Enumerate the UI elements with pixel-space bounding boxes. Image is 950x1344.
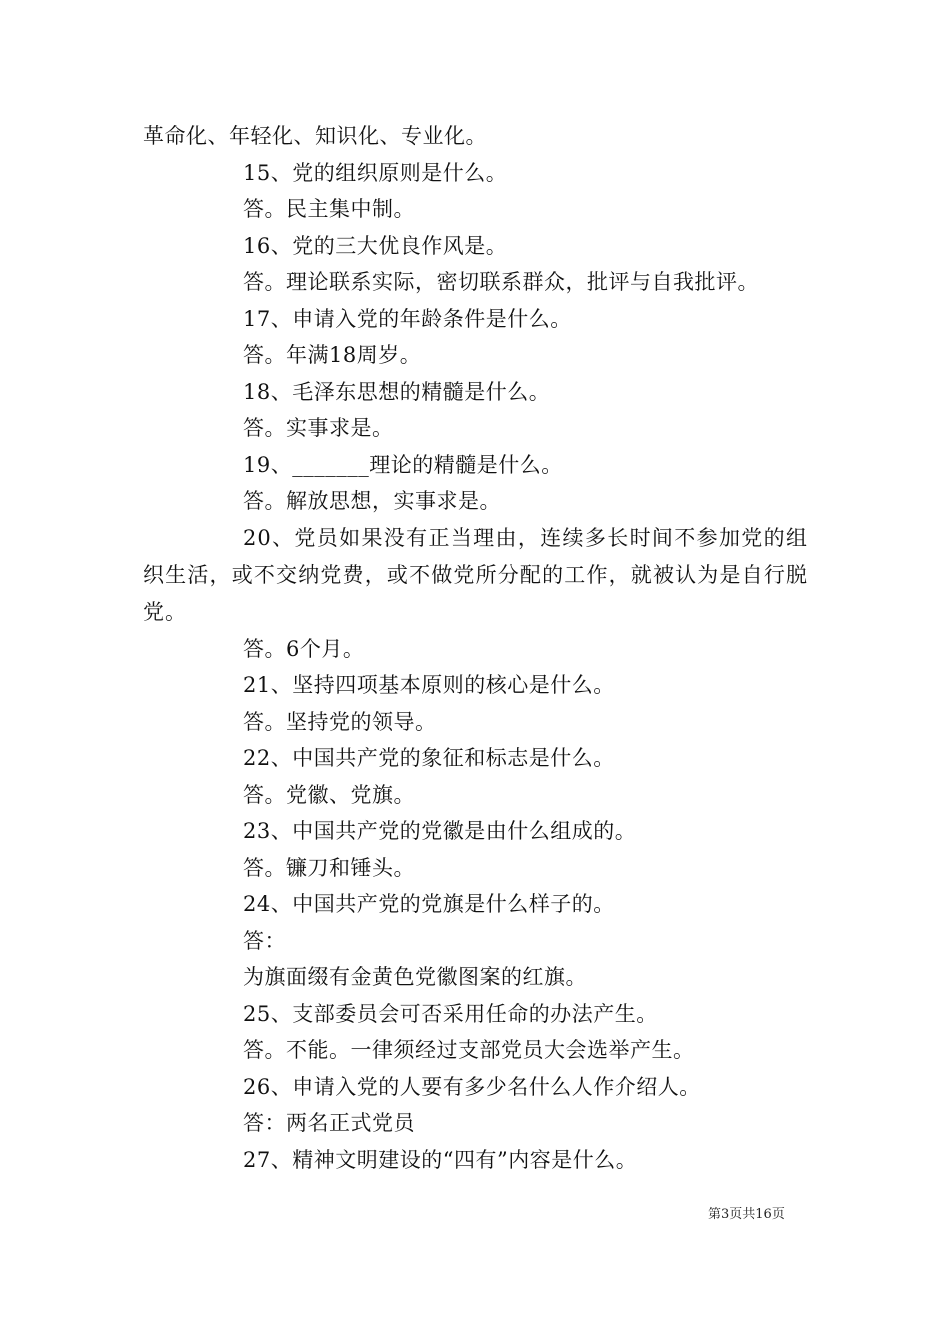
question-22: 22、中国共产党的象征和标志是什么。 [243, 746, 615, 770]
answer-25: 答。不能。一律须经过支部党员大会选举产生。 [243, 1038, 695, 1062]
answer-21: 答。坚持党的领导。 [243, 709, 437, 734]
answer-17: 答。年满18周岁。 [243, 343, 422, 367]
question-15: 15、党的组织原则是什么。 [243, 160, 508, 185]
document-body [143, 118, 808, 1178]
question-20: 20、党员如果没有正当理由，连续多长时间不参加党的组织生活，或不交纳党费，或不做党所分配的工作，就被认为是自行脱党。 [143, 525, 808, 624]
text-line: 革命化、年轻化、知识化、专业化。 [143, 124, 487, 148]
answer-16: 答。理论联系实际，密切联系群众，批评与自我批评。 [243, 270, 759, 294]
question-18: 18、毛泽东思想的精髓是什么。 [243, 379, 551, 404]
page-number: 第3页共16页 [708, 1207, 785, 1222]
answer-24-label: 答： [243, 928, 286, 953]
answer-24: 为旗面缀有金黄色党徽图案的红旗。 [243, 965, 587, 989]
question-27: 27、精神文明建设的“四有”内容是什么。 [243, 1147, 638, 1172]
question-16: 16、党的三大优良作风是。 [243, 233, 508, 258]
question-25: 25、支部委员会可否采用任命的办法产生。 [243, 1001, 658, 1026]
answer-22: 答。党徽、党旗。 [243, 782, 415, 807]
question-21: 21、坚持四项基本原则的核心是什么。 [243, 673, 615, 697]
answer-19: 答。解放思想，实事求是。 [243, 489, 501, 513]
question-24: 24、中国共产党的党旗是什么样子的。 [243, 892, 615, 916]
answer-15: 答。民主集中制。 [243, 197, 415, 221]
answer-18: 答。实事求是。 [243, 416, 394, 440]
answer-23: 答。镰刀和锤头。 [243, 855, 415, 880]
question-19: 19、_______理论的精髓是什么。 [243, 452, 563, 477]
question-26: 26、申请入党的人要有多少名什么人作介绍人。 [243, 1074, 701, 1099]
answer-20: 答。6个月。 [243, 636, 365, 661]
question-17: 17、申请入党的年龄条件是什么。 [243, 306, 572, 331]
answer-26: 答：两名正式党员 [243, 1111, 415, 1135]
question-23: 23、中国共产党的党徽是由什么组成的。 [243, 819, 637, 843]
